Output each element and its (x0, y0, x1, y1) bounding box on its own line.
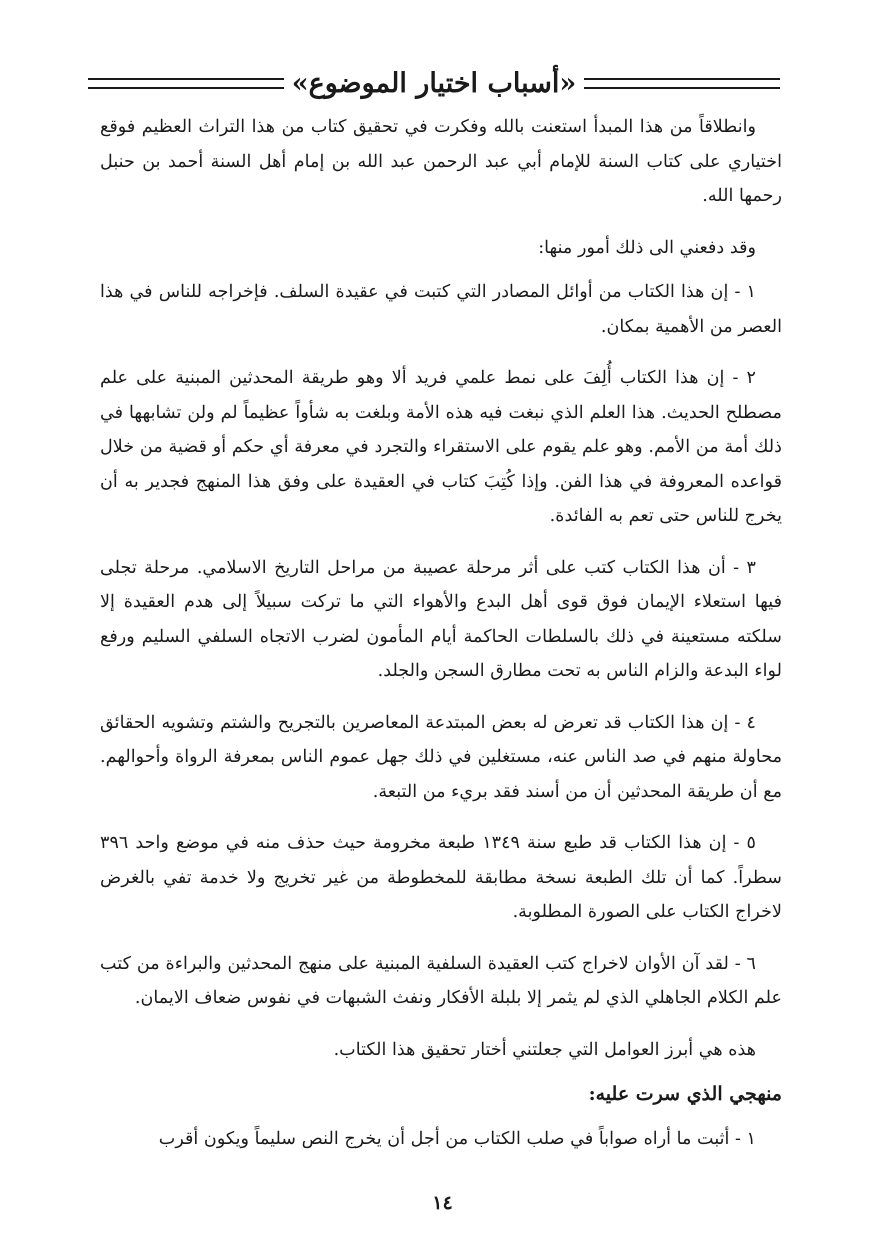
method-heading: منهجي الذي سرت عليه: (588, 1083, 782, 1105)
reason-2: ٢ - إن هذا الكتاب أُلِفَ على نمط علمي فريد ألا وهو طريقة المحدثين المبنية على علم مصطلح الحديث. هذا العلم الذي نبغت فيه هذه الأمة وبلغت به شأواً عظيماً لم ولن تشابهها في ذلك أمة من الأمم. وهو علم يقوم على الاستقراء والتجرد في معرفة أي حكم أو قضية من خلال قواعده المعروفة في هذا الفن. وإذا كُتِبَ كتاب في العقيدة على وفق هذا المنهج فجدير به أن يخرج للناس حتى تعم به الفائدة. (100, 368, 782, 526)
reason-4: ٤ - إن هذا الكتاب قد تعرض له بعض المبتدعة المعاصرين بالتجريح والشتم وتشويه الحقائق محاولة منهم في صد الناس عنه، مستغلين في ذلك جهل عموم الناس بمعرفة الرواة وأحوالهم. مع أن طريقة المحدثين أن من أسند فقد بريء من التبعة. (100, 712, 782, 802)
header-rule-left (88, 78, 284, 89)
intro-paragraph: وانطلاقاً من هذا المبدأ استعنت بالله وفكرت في تحقيق كتاب من هذا التراث العظيم فوقع اختياري على كتاب السنة للإمام أبي عبد الرحمن عبد الله بن إمام أهل السنة أحمد بن حنبل رحمها الله. (100, 117, 782, 206)
reason-5: ٥ - إن هذا الكتاب قد طبع سنة ١٣٤٩ طبعة مخرومة حيث حذف منه في موضع واحد ٣٩٦ سطراً. كما أن تلك الطبعة نسخة مطابقة للمخطوطة من غير تخريج ولا خدمة تفي بالغرض لاخراج الكتاب على الصورة المطلوبة. (100, 833, 782, 922)
summary-paragraph: هذه هي أبرز العوامل التي جعلتني أختار تحقيق هذا الكتاب. (333, 1039, 756, 1060)
page-header (88, 58, 780, 108)
page-number: ١٤ (432, 1192, 453, 1214)
method-item-1: ١ - أثبت ما أراه صواباً في صلب الكتاب من أجل أن يخرج النص سليماً ويكون أقرب (158, 1128, 756, 1149)
reason-6: ٦ - لقد آن الأوان لاخراج كتب العقيدة السلفية المبنية على منهج المحدثين والبراءة من كتب علم الكلام الجاهلي الذي لم يثمر إلا بلبلة الأفكار ونفث الشبهات في نفوس ضعاف الايمان. (100, 953, 782, 1008)
page-body (100, 110, 782, 1173)
reasons-lead: وقد دفعني الى ذلك أمور منها: (538, 237, 756, 258)
reason-1: ١ - إن هذا الكتاب من أوائل المصادر التي كتبت في عقيدة السلف. فإخراجه للناس في هذا العصر من الأهمية بمكان. (100, 282, 782, 337)
page-title: «أسباب اختيار الموضوع» (291, 67, 577, 99)
header-rule-right (584, 78, 780, 89)
reason-3: ٣ - أن هذا الكتاب كتب على أثر مرحلة عصيبة من مراحل التاريخ الاسلامي. مرحلة تجلى فيها استعلاء الإيمان فوق قوى أهل البدع والأهواء التي ما تركت سبيلاً إلى هدم العقيدة إلا سلكته مستعينة في ذلك بالسلطات الحاكمة أيام المأمون لضرب الاتجاه السلفي السليم ورفع لواء البدعة والزام الناس به تحت مطارق السجن والجلد. (100, 557, 782, 681)
